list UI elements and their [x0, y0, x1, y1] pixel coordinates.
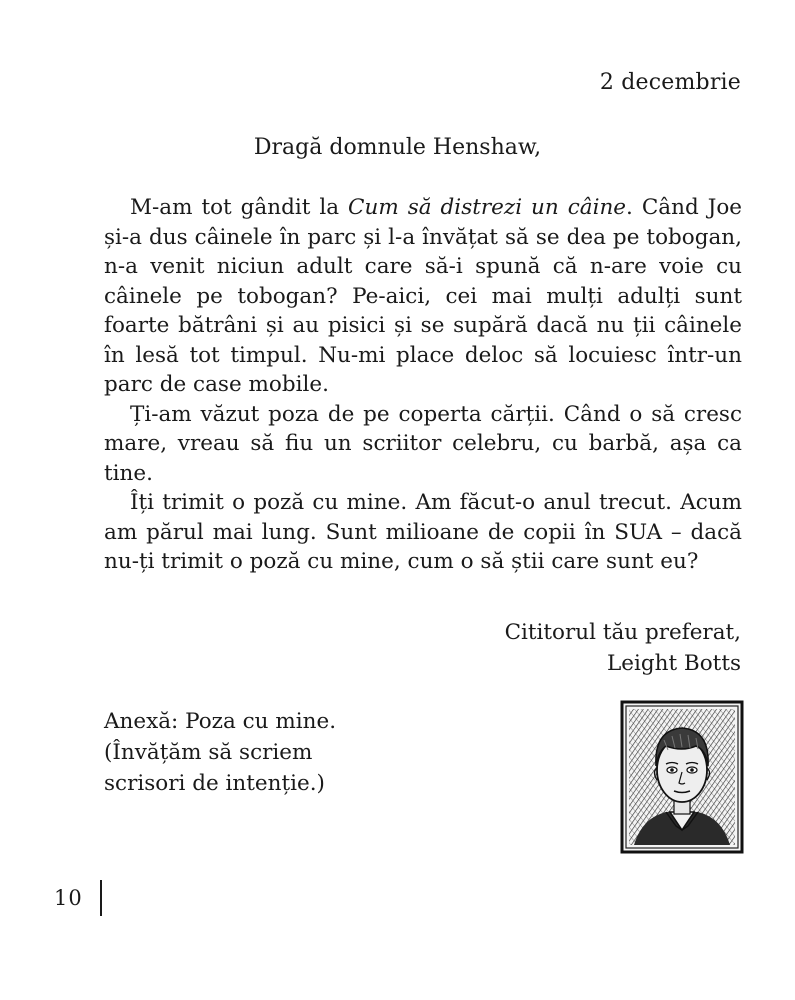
page-number: 10 [54, 886, 83, 910]
letter-paragraph-1 [104, 193, 742, 400]
signature: Leight Botts [606, 651, 741, 676]
letter-paragraph-2: Ți-am văzut poza de pe coperta cărții. Când o să cresc mare, vreau să fiu un scriitor celebru, cu barbă, așa ca tine. [104, 401, 742, 486]
letter-body [104, 193, 742, 577]
letter-date: 2 decembrie [599, 70, 741, 95]
book-title: Cum să distrezi un câine [348, 195, 627, 220]
letter-paragraph-3: Îți trimit o poză cu mine. Am făcut-o anul trecut. Acum am părul mai lung. Sunt milioane de copii în SUA – dacă nu-ți trimit o poză cu mine, cum o să știi care sunt eu? [104, 490, 742, 574]
annex-note [104, 706, 404, 799]
letter-closing [505, 617, 741, 679]
page-number-divider [100, 880, 102, 916]
closing-line: Cititorul tău preferat, [504, 620, 741, 645]
annex-line-3: scrisori de intenție.) [104, 771, 325, 796]
annex-line-1: Anexă: Poza cu mine. [104, 709, 337, 734]
paragraph-1-end: . Când Joe și-a dus câinele în parc și l-a învățat să se dea pe tobogan, n-a venit niciun adult care să-i spună că n-are voie cu câinele pe tobogan? Pe-aici, cei mai mulți adulți sunt foarte bătrâni și au pisici și se supără dacă nu ții câinele în lesă tot timpul. Nu-mi place deloc să locuiesc într-un parc de case mobile. [104, 195, 742, 397]
boy-portrait-icon [620, 700, 744, 854]
annex-line-2: (Învățăm să scriem [104, 740, 313, 765]
letter-salutation: Dragă domnule Henshaw, [253, 135, 542, 160]
paragraph-1-start: M-am tot gândit la [130, 195, 349, 220]
